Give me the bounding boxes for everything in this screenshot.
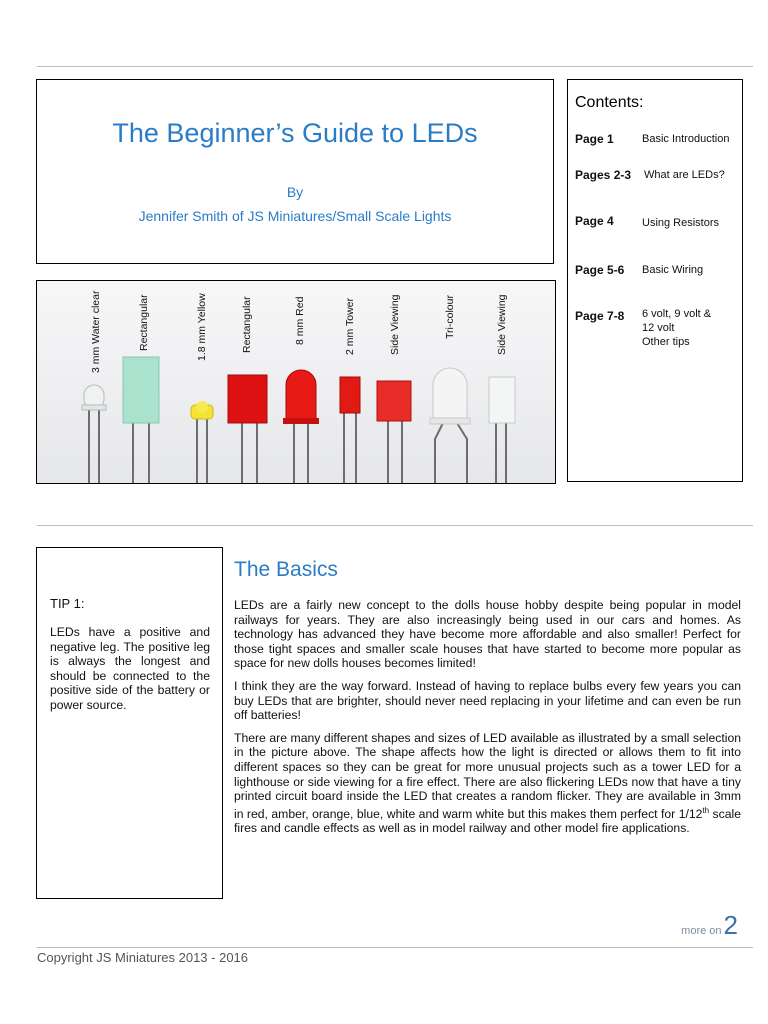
led-8mm-red (283, 370, 319, 424)
toc-desc: What are LEDs? (644, 169, 725, 181)
led-label: 3 mm Water clear (90, 290, 102, 373)
tip-text: LEDs have a positive and negative leg. The positive leg is always the longest and should be connected to the positive side of the battery or power source. (50, 625, 210, 712)
led-tower (340, 377, 360, 413)
led-photo (36, 280, 556, 484)
title-box (36, 79, 554, 264)
toc-desc: Basic Introduction (642, 133, 730, 145)
contents-heading: Contents: (575, 94, 644, 111)
superscript: th (702, 805, 710, 815)
footer-rule (37, 947, 753, 948)
tip-box (36, 547, 223, 899)
page-title: The Beginner’s Guide to LEDs (112, 118, 478, 148)
toc-desc-line: Other tips (642, 336, 690, 348)
led-label: Rectangular (138, 294, 150, 351)
led-tri-colour (430, 368, 470, 424)
led-label: Side Viewing (496, 294, 508, 355)
section-heading: The Basics (234, 558, 338, 581)
paragraph (234, 731, 741, 836)
top-rule (37, 66, 753, 67)
paragraph: LEDs are a fairly new concept to the dolls house hobby despite being popular in model railways for years. They are also increasingly being used in our cars and homes. As technology has advanced they have become more affordable and also smaller! Perfect for those tight spaces and smaller scale houses that have started to become more popular as space for new dolls houses becomes limited! (234, 598, 741, 671)
toc-page: Page 5-6 (575, 263, 625, 277)
toc-page: Page 7-8 (575, 309, 625, 323)
led-illustration (37, 281, 555, 483)
paragraph: I think they are the way forward. Instead of having to replace bulbs every few years you can buy LEDs that are brighter, should never need replacing in your lifetime and can even be run off batteries! (234, 678, 741, 723)
mid-rule (37, 525, 753, 526)
toc-desc (642, 307, 711, 349)
led-water-clear (82, 385, 106, 410)
toc-desc-line: 6 volt, 9 volt & (642, 308, 712, 320)
led-label: Rectangular (241, 296, 253, 353)
led-label: Side Viewing (389, 294, 401, 355)
more-on-label: more on (681, 925, 722, 937)
toc-page: Page 1 (575, 132, 614, 146)
next-page-number: 2 (723, 910, 738, 940)
more-on-indicator (681, 910, 738, 941)
led-rectangular-red (228, 375, 267, 423)
led-side-viewing-red (377, 381, 411, 421)
tip-label: TIP 1: (50, 596, 85, 611)
contents-box (567, 79, 743, 482)
toc-page: Page 4 (575, 214, 614, 228)
toc-desc: Basic Wiring (642, 264, 704, 276)
led-side-viewing-clear (489, 377, 515, 423)
toc-page: Pages 2-3 (575, 168, 632, 182)
led-rectangular-green (123, 357, 159, 423)
led-label: Tri-colour (444, 295, 456, 339)
paragraph-text: scale fires and candle effects as well as in model railway and other model fire applications. (234, 806, 741, 836)
led-label: 2 mm Tower (344, 298, 356, 355)
copyright: Copyright JS Miniatures 2013 - 2016 (37, 950, 249, 965)
toc-desc-line: 12 volt (642, 322, 675, 334)
paragraph-text: There are many different shapes and sizes of LED available as illustrated by a small selection in the picture above. The shape affects how the light is directed or allows them to fit into different spaces so they can be great for more unusual projects such as a tower LED for a lighthouse or side viewing for a fire effect. There are also flickering LEDs now that have a tiny printed circuit board inside the LED that creates a random flicker. They are available in 3mm in red, amber, orange, blue, white and warm white but this makes them perfect for 1/12 (234, 730, 741, 821)
led-label: 1.8 mm Yellow (196, 293, 208, 361)
author-line: Jennifer Smith of JS Miniatures/Small Scale Lights (138, 208, 452, 224)
toc-desc: Using Resistors (642, 217, 720, 229)
basics-body (234, 598, 741, 844)
led-label: 8 mm Red (294, 296, 306, 345)
byline: By (286, 184, 304, 200)
